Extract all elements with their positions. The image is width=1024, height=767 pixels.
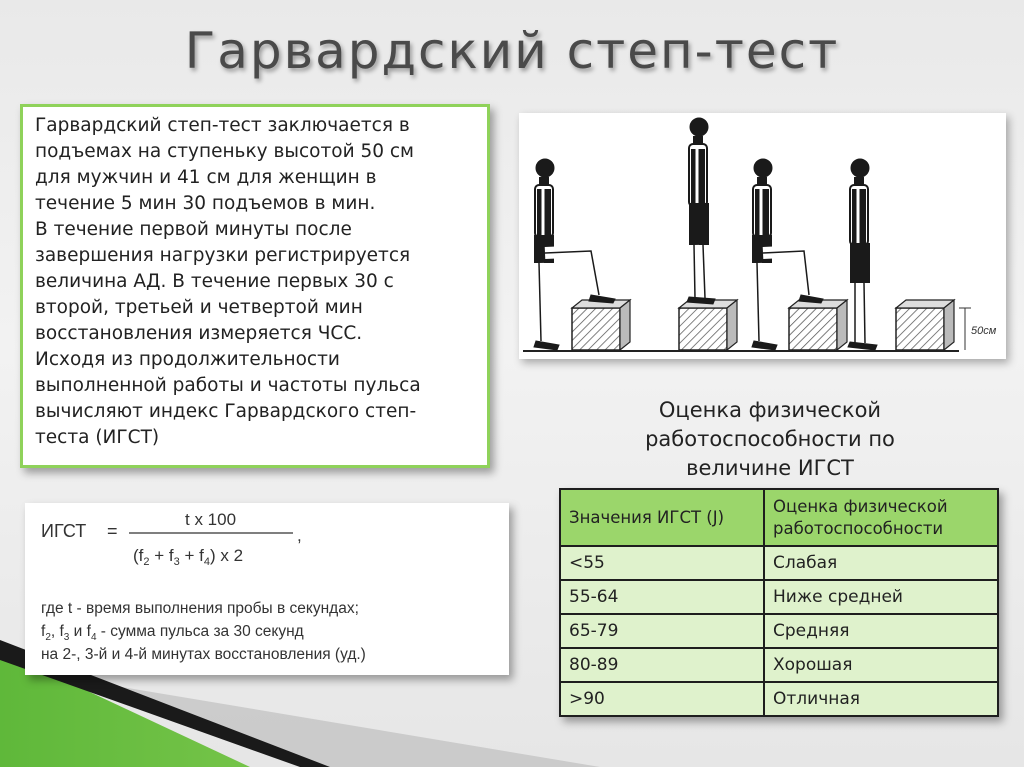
athlete-figure	[687, 118, 715, 304]
formula-numerator: t x 100	[185, 510, 237, 529]
cell-value: 55-64	[560, 580, 764, 614]
table-row	[560, 648, 998, 682]
athlete-figure	[848, 159, 877, 350]
step-box	[572, 300, 630, 350]
cell-rating: Хорошая	[764, 648, 998, 682]
cell-rating: Средняя	[764, 614, 998, 648]
step-height-label: 50см	[971, 325, 997, 337]
formula-lhs: ИГСТ	[41, 521, 87, 541]
rating-table	[559, 488, 999, 717]
table-row	[560, 580, 998, 614]
table-header-row	[560, 489, 998, 546]
cell-rating: Отличная	[764, 682, 998, 716]
formula-denominator: $(f_2 + f_3 + f_4)$ x 2	[133, 546, 244, 568]
formula-note-line3: на 2-, 3-й и 4-й минутах восстановления (уд.)	[41, 646, 366, 663]
step-box	[789, 300, 847, 350]
column-header-rating: Оценка физической работоспособности	[764, 489, 998, 546]
cell-rating: Слабая	[764, 546, 998, 580]
cell-value: >90	[560, 682, 764, 716]
step-box	[679, 300, 737, 350]
table-row	[560, 682, 998, 716]
description-box: Гарвардский степ-тест заключается в подъемах на ступеньку высотой 50 см для мужчин и 41 см для женщин в течение 5 мин 30 подъемов в мин. В течение первой минуты после завершения нагрузки регистрируется величина АД. В течение первых 30 с второй, третьей и четвертой мин восстановления измеряется ЧСС. Исходя из продолжительности выполненной работы и частоты пульса вычисляют индекс Гарвардского степ- теста (ИГСТ)	[20, 104, 490, 468]
slide-title: Гарвардский степ-тест	[184, 22, 840, 80]
cell-value: 65-79	[560, 614, 764, 648]
formula-equals: =	[107, 521, 118, 541]
table-row	[560, 614, 998, 648]
cell-value: <55	[560, 546, 764, 580]
formula-note-line2: $f_2$, $f_3$ и $f_4$ - сумма пульса за 30 секунд	[41, 623, 304, 643]
step-test-illustration	[519, 113, 1006, 359]
step-box	[896, 300, 954, 350]
formula-box	[25, 503, 509, 675]
column-header-value: Значения ИГСТ (J)	[560, 489, 764, 546]
cell-value: 80-89	[560, 648, 764, 682]
cell-rating: Ниже средней	[764, 580, 998, 614]
formula-comma: ,	[297, 526, 302, 545]
table-row	[560, 546, 998, 580]
rating-table-caption: Оценка физической работоспособности по величине ИГСТ	[645, 398, 895, 480]
formula-note-line1: где t - время выполнения пробы в секундах;	[41, 600, 359, 617]
